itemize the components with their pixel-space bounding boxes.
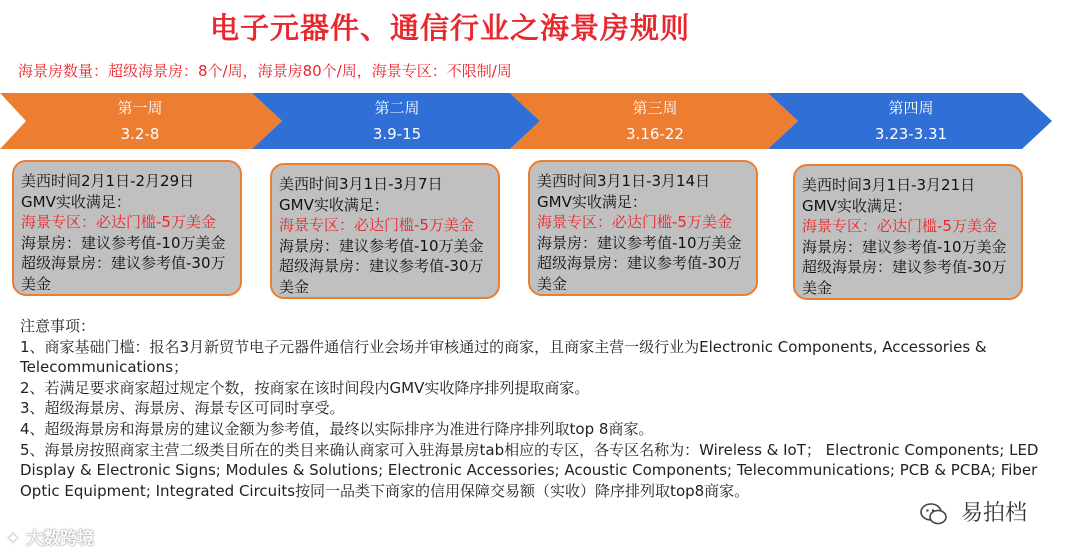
box-zone-threshold: 海景专区：必达门槛-5万美金 [21,213,216,231]
week-1-name: 第一周 [117,99,163,117]
box-room-value: 海景房：建议参考值-10万美金 [279,236,484,255]
box-zone-threshold: 海景专区：必达门槛-5万美金 [537,213,732,231]
week-2-name: 第二周 [374,99,420,117]
box-super-value: 超级海景房：建议参考值-30万美金 [279,257,484,296]
week-3-criteria-box [528,160,758,296]
box-gmv: GMV实收满足： [21,192,131,211]
week-2-criteria-box [270,163,500,299]
box-room-value: 海景房：建议参考值-10万美金 [21,233,226,252]
box-time: 美西时间3月1日-3月7日 [279,175,443,193]
week-3-name: 第三周 [632,99,678,117]
note-item-4: 4、超级海景房和海景房的建议金额为参考值，最终以实际排序为准进行降序排列取top 8商家。 [20,419,654,438]
box-time: 美西时间3月1日-3月14日 [537,172,711,190]
box-room-value: 海景房：建议参考值-10万美金 [537,233,742,252]
box-zone-threshold: 海景专区：必达门槛-5万美金 [802,217,997,235]
week-1-label [30,93,250,149]
quota-line: 海景房数量：超级海景房：8个/周，海景房80个/周，海景专区：不限制/周 [18,62,512,80]
notes-section [20,316,1060,501]
box-gmv: GMV实收满足： [279,195,389,214]
note-item-1: 1、商家基础门槛：报名3月新贸节电子元器件通信行业会场并审核通过的商家，且商家主营一级行业为Electronic Components, Accessories & Telecommunications； [20,337,987,377]
wechat-icon [920,502,948,526]
week-1-criteria-box [12,160,242,296]
week-4-label [802,93,1020,149]
week-3-dates: 3.16-22 [626,125,684,143]
box-zone-threshold: 海景专区：必达门槛-5万美金 [279,216,474,234]
note-item-5: 5、海景房按照商家主营二级类目所在的类目来确认商家可入驻海景房tab相应的专区，各专区名称为：Wireless & IoT； Electronic Components; LED Display & Electronic Signs; Modules & Solutions; Electronic Accessories; Acoustic Components; Telecommunications; PCB & PCBA; Fiber Optic Equipment; Integrated Circuits按同一品类下商家的信用保障交易额（实收）降序排列取top8商家。 [20,440,1039,500]
box-super-value: 超级海景房：建议参考值-30万美金 [537,254,742,293]
week-2-dates: 3.9-15 [372,125,422,143]
week-4-criteria-box [793,164,1023,300]
week-4-dates: 3.23-3.31 [874,125,948,143]
watermark-left-text: 大数跨境 [26,529,95,549]
watermark-right [920,496,1027,527]
week-1-dates: 3.2-8 [120,125,160,143]
watermark-right-text: 易拍档 [961,501,1028,526]
notes-heading: 注意事项： [20,317,96,335]
box-gmv: GMV实收满足： [802,196,912,215]
week-3-label [544,93,766,149]
box-time: 美西时间2月1日-2月29日 [21,172,195,190]
dashuju-logo-icon: ✦ [6,529,21,549]
box-room-value: 海景房：建议参考值-10万美金 [802,237,1007,256]
box-super-value: 超级海景房：建议参考值-30万美金 [802,258,1007,297]
watermark-left [6,524,94,549]
week-2-label [286,93,508,149]
note-item-2: 2、若满足要求商家超过规定个数，按商家在该时间段内GMV实收降序排列提取商家。 [20,378,590,397]
week-4-name: 第四周 [888,99,934,117]
box-time: 美西时间3月1日-3月21日 [802,176,976,194]
box-gmv: GMV实收满足： [537,192,647,211]
page-title: 电子元器件、通信行业之海景房规则 [209,11,690,45]
note-item-3: 3、超级海景房、海景房、海景专区可同时享受。 [20,399,345,418]
box-super-value: 超级海景房：建议参考值-30万美金 [21,254,226,293]
